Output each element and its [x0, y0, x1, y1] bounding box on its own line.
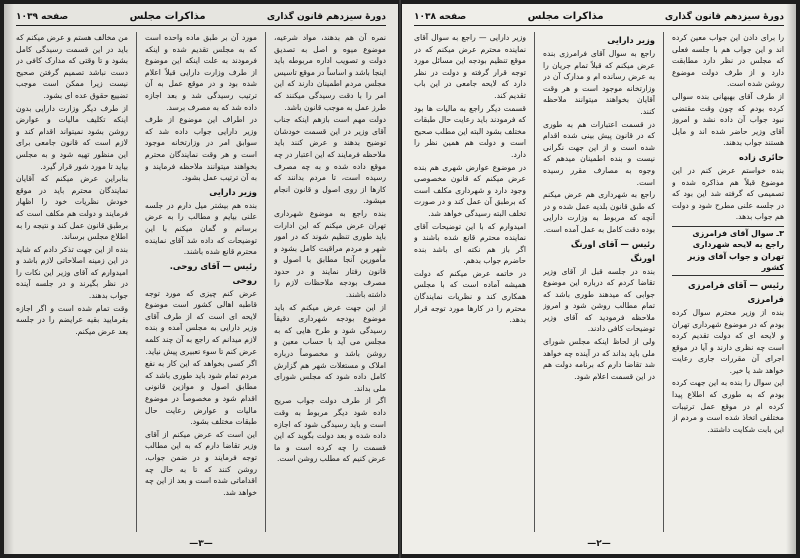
- column-divider: [136, 32, 137, 532]
- speaker-name: روحی: [232, 274, 257, 285]
- text-column: [16, 32, 128, 532]
- paragraph: در قسمت اعتبارات هم به طوری که در قانون پیش بینی شده اقدام شده است و از این جهت نگرانی نیست و بنده اطمینان میدهم که وجوه به مصارف مقرر رسیده است.: [543, 119, 655, 187]
- paragraph: این است که عرض میکنم از آقای وزیر تقاضا دارم که به این مطالب توجه فرمایند و در ضمن جواب، روشن کنند که تا به حال چه اقداماتی شده است و بعد از این چه خواهد شد.: [145, 429, 257, 497]
- paragraph: عرض کنم چیزی که مورد توجه قاطبه اهالی کشور است موضوع لایحه ای است که از طرف آقای وزیر دارایی به مجلس آمده و بنده لازم میدانم که راجع به آن چند کلمه عرض کنم تا سوء تعبیری پیش نیاید.: [145, 288, 257, 356]
- paragraph: بنابراین عرض میکنم که آقایان نمایندگان محترم باید در موقع خودش نظریات خود را اظهار فرمایند و دولت هم مکلف است که برطبق قانون عمل کند و نتیجه را به اطلاع مجلس برساند.: [16, 174, 128, 242]
- paragraph: را برای دادن این جواب معین کرده اند و این جواب هم با جلسه فعلی که مجلس در نظر دارد مطابقت دارد و از طرف دولت موضوع روشن شده است.: [672, 33, 784, 89]
- paragraph: بنده از وزیر محترم سوال کرده بودم که در موضوع شهرداری تهران و لایحه ای که دولت تقدیم کرده است چه نظری دارند و آیا در موقع اجرای آن مقررات جاری رعایت خواهد شد یا خیر.: [672, 307, 784, 375]
- paragraph: از طرف دیگر وزارت دارایی بدون اینکه تکلیف مالیات و عوارض روشن بشود نمیتواند اقدام کند و لازم است که قانون جامعی برای این منظور تهیه شود و به مجلس بیاید تا مورد شور قرار گیرد.: [16, 103, 128, 171]
- paragraph: در موضوع عوارض شهری هم بنده عرض میکنم که قانون مخصوصی وجود دارد و شهرداری مکلف است که برطبق آن عمل کند و در صورت تخلف البته رسیدگی خواهد شد.: [414, 162, 526, 218]
- paragraph: ولی از لحاظ اینکه مجلس شورای ملی باید بداند که در آینده چه خواهد شد تقاضا دارم که برنامه دولت هم در این قسمت اعلام شود.: [543, 337, 655, 381]
- paragraph: قسمت دیگر راجع به مالیات ها بود که فرمودند باید رعایت حال طبقات مختلف بشود البته این مطلب صحیح است و دولت هم همین نظر را دارد.: [414, 103, 526, 159]
- page-footer-number: —۳—: [189, 539, 213, 549]
- speaker-name: وزیر دارایی: [607, 35, 655, 45]
- agenda-heading: ۳ـ سوال آقای فرامرزی راجع به لایحه شهرداری تهران و جواب آقای وزیر کشور: [672, 226, 784, 276]
- text-column: [145, 32, 257, 532]
- paragraph: در خاتمه عرض میکنم که دولت همیشه آماده است که با مجلس همکاری کند و نظریات نمایندگان محترم را در کارها مورد توجه قرار بدهد.: [414, 268, 526, 325]
- paragraph: بنده راجع به موضوع شهرداری تهران عرض میکنم که این ادارات باید طوری تنظیم شوند که در امور شهر و مردم مراقبت کامل بشود و مأمورین آنجا مطابق با اصول و قانون رفتار نمایند و در حدود مصرف بودجه ملاحظات لازم را داشته باشند.: [274, 208, 386, 300]
- speaker-name: رئیس — آقای اورنگ: [570, 238, 655, 249]
- paragraph: نمره آن هم بدهند، مواد شرعیه، موضوع میوه و اصل به تصدیق دولت و تصویب اداره مربوطه باید اینجا باشد و اساساً در موقع تاسیس مجلس مردم اطمینان دارند که این امر را با دقت رسیدگی میکنند که طرز عمل به موجب قانون باشد.: [274, 33, 386, 112]
- paragraph: امیدوارم که با این توضیحات آقای نماینده محترم قانع شده باشند و اگر باز هم نکته ای باشد بنده حاضرم جواب بدهم.: [414, 221, 526, 266]
- paragraph: بنده خواستم عرض کنم در این موضوع قبلاً هم مذاکره شده و تصمیمی که گرفته شد این بود که در جلسه علنی مطرح شود و دولت هم جواب بدهد.: [672, 165, 784, 222]
- column-divider: [534, 32, 535, 532]
- speaker-name: وزیر دارایی: [209, 186, 257, 197]
- speaker-name: رئیس — آقای فرامرزی: [688, 279, 784, 290]
- page-number: صفحه ۱۰۳۸: [414, 11, 467, 22]
- right-page: [402, 4, 796, 554]
- text-column: [543, 32, 655, 532]
- page-shadow: [4, 4, 14, 554]
- paragraph: بنده هم بیشتر میل دارم در جلسه علنی بیایم و مطالب را به عرض برسانم و گمان میکنم با این توضیحات که داده شد آقای نماینده محترم قانع شده باشند.: [145, 200, 257, 257]
- paragraph: وزیر دارایی — راجع به سوال آقای نماینده محترم عرض میکنم که در موقع تنظیم بودجه این مسائل مورد توجه قرار گرفته و دولت در نظر دارد که لایحه جامعی در این باب تقدیم کند.: [414, 33, 526, 100]
- paragraph: من مخالف هستم و عرض میکنم که باید در این قسمت رسیدگی کامل بشود و تا وقتی که مدارک کافی در دست نباشد تصمیم گرفتن صحیح نیست زیرا ممکن است موجب تضییع حقوق عده ای بشود.: [16, 33, 128, 100]
- paragraph: در اطراف این موضوع از طرف وزیر دارایی جواب داده شد که سوابق امر در وزارتخانه موجود است و هر وقت نمایندگان محترم بخواهند میتوانند ملاحظه فرمایند و به آن ترتیب عمل بشود.: [145, 115, 257, 183]
- text-column: [414, 32, 526, 532]
- column-divider: [663, 32, 664, 532]
- page-footer-number: —۲—: [587, 539, 611, 549]
- paragraph: مورد آن بر طبق ماده واحده است که به مجلس تقدیم شده و اینکه فرمودند به علت اینکه این موضوع از طرف وزارت دارایی قبلاً اعلام شده بود و در موقع عمل به آن ترتیب رسیدگی شد و بعد اجازه داده شد که به مصرف برسد.: [145, 33, 257, 112]
- paragraph: اگر از طرف دولت جواب صریح داده شود دیگر مربوط به وقت است و باید رسیدگی شود که اجازه داده شده و بعد دولت بگوید که این قسمت را چه کرده است و ما عرض کنیم که مطلب روشن است.: [274, 396, 386, 464]
- paragraph: بنده از این جهت تذکر دادم که شاید در این زمینه اصلاحاتی لازم باشد و امیدوارم که آقای وزیر این نکات را در نظر بگیرند و در جلسه آینده جواب بدهند.: [16, 244, 128, 301]
- speaker-name: رئیس — آقای روحی.: [169, 260, 257, 271]
- left-page: [4, 4, 398, 554]
- text-columns: [16, 32, 386, 532]
- text-columns: [414, 32, 784, 532]
- session-label: دورهٔ سیزدهم قانون گذاری: [266, 11, 386, 22]
- page-header: [414, 10, 784, 26]
- text-column: [274, 32, 386, 532]
- paragraph: اگر کسی بخواهد که این کار به نفع مردم تمام شود باید طوری باشد که مطابق اصول و موازین قانونی اقدام شود و مخصوصاً در موضوع مالیات و عوارض رعایت حال طبقات مختلف بشود.: [145, 359, 257, 427]
- column-divider: [265, 32, 266, 532]
- paragraph: از این جهت عرض میکنم که باید موضوع بودجه شهرداری دقیقاً رسیدگی شود و طرح هایی که به مجلس می آید با حساب معین و روشن باشد و مخصوصاً درباره املاک و مستغلات شهر هم گزارش کامل داده شود که مجلس شورای ملی بداند.: [274, 302, 386, 393]
- paragraph: از طرف آقای بهبهانی بنده سوالی کرده بودم که چون وقت مقتضی نبود جواب آن داده نشد و امروز آقای وزیر حاضر شده اند و مایل هستند جواب بدهند.: [672, 91, 784, 148]
- page-title: مذاکرات مجلس: [129, 11, 206, 22]
- page-title: مذاکرات مجلس: [527, 11, 604, 22]
- speaker-name: فرامرزی: [747, 293, 784, 304]
- paragraph: این سوال را بنده به این جهت کرده بودم که به طوری که اطلاع پیدا کرده ام در موقع عمل ترتیبات مختلفی اتخاذ شده است و مردم از این بابت شکایت داشتند.: [672, 378, 784, 434]
- text-column: [672, 32, 784, 532]
- paragraph: دولت مهم است بازهم اینکه جناب آقای وزیر در این قسمت خودشان توضیح بدهند و عرض کنند باید ملاحظه فرمایند که این اعتبار در چه موقع داده شده و به چه مصرف رسیده است، تا مردم بدانند که کارها از روی اصول و قانون انجام میشود.: [274, 115, 386, 206]
- paragraph: وقت تمام شده است و اگر اجازه بفرمایید بقیه عرایضم را در جلسه بعد عرض میکنم.: [16, 303, 128, 336]
- page-shadow: [786, 4, 796, 554]
- page-number: صفحه ۱۰۳۹: [16, 11, 69, 22]
- page-header: [16, 10, 386, 26]
- session-label: دورهٔ سیزدهم قانون گذاری: [664, 11, 784, 22]
- speaker-name: حائری زاده: [738, 151, 784, 162]
- speaker-name: اورنگ: [630, 252, 655, 263]
- paragraph: راجع به سوال آقای فرامرزی بنده عرض میکنم که قبلاً تمام جریان را به عرض رسانده ام و مدارک آن در وزارتخانه موجود است و هر وقت آقایان بخواهند میتوانند ملاحظه کنند.: [543, 49, 655, 116]
- paragraph: راجع به شهرداری هم عرض میکنم که طبق قانون بلدیه عمل شده و در آنچه که مربوط به وزارت دارایی بوده دقت کامل به عمل آمده است.: [543, 190, 655, 234]
- paragraph: بنده در جلسه قبل از آقای وزیر تقاضا کردم که درباره این موضوع جوابی که میدهند طوری باشد که تمام مطالب روشن شود و امروز ملاحظه فرمودید که آقای وزیر توضیحات کافی دادند.: [543, 266, 655, 334]
